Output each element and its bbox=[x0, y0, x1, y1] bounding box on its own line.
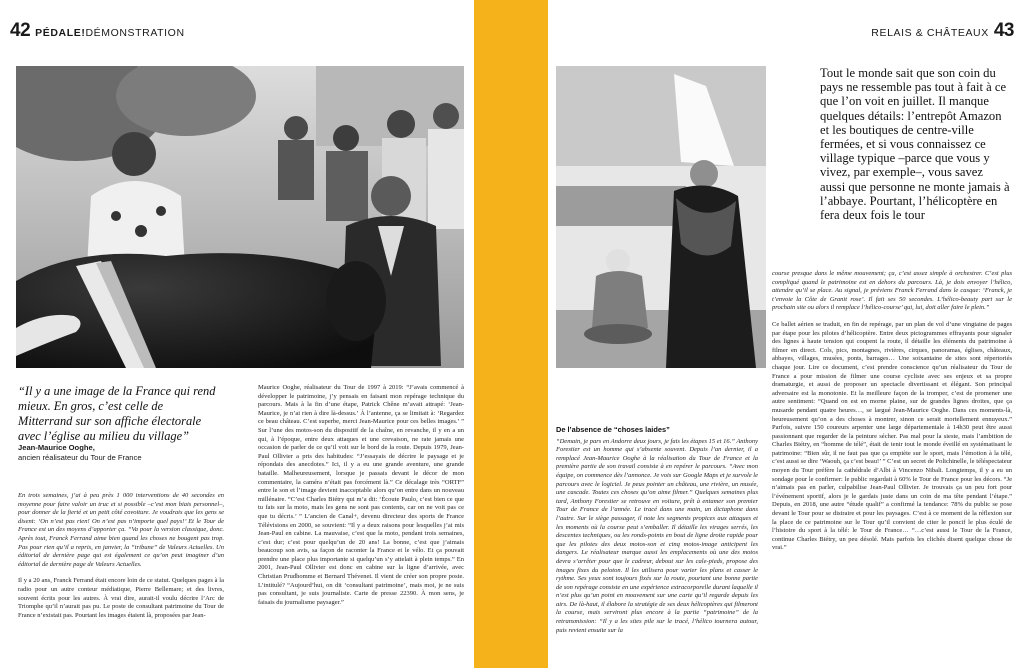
left-body-column-1 bbox=[18, 492, 224, 664]
right-folio bbox=[871, 20, 1014, 42]
quote-author-name: Jean-Maurice Ooghe, bbox=[18, 443, 95, 452]
body-paragraph: Maurice Ooghe, réalisateur du Tour de 1997 à 2019: “J’avais commencé à développer le patrimoine, j’y pensais en faisant mon repérage technique du parcours. Mais à la fin d’une étape, Patrick Chêne m’avait attrapé: ‘Jean-Maurice, je n’ai rien à dire là-dessus.’ À l’antenne, ça se limitait à: ‘Regardez ce beau château. C’est superbe, merci Jean-Maurice pour ces belles images.’ ” Sur l’une des motos-son du dispositif de la chaîne, en revanche, il y en a un qui, à l’époque, entre deux attaques et une crevaison, ne rate jamais une occasion de parler de ce qu’il voit sur le bord de la route. Depuis 1979, Jean-Paul Ollivier a pris des habitudes: “J’essayais de décrire le paysage et je répondais des anecdotes.” Ici, il y a eu une grande aventure, une grande bataille. Malheureusement, lorsque je passais devant le décor de mon commentaire, la caméra n’était pas forcément là.” Ce décalage très “ORTF” entre le son et l’image devient inacceptable alors qu’on entre dans un nouveau millénaire. “C’est Charles Biétry qui m’a dit: ‘Écoute Paulo, c’est bien ce que tu fais sur la moto, mais les gens ne sont pas contents, car on ne voit pas ce que tu décris.’ ” L’ancien de Canal+, devenu directeur des sports de France Télévisions en 2000, se souvient: “Il y a deux raisons pour lesquelles j’ai mis Jean-Paul en cabine. La mauvaise, c’est que la moto, pendant trois semaines, c’est dur; c’est pour quelqu’un de 20 ans! La bonne, c’est que j’aimais beaucoup son avis, sa façon de raconter la France et le vélo. Et ça pouvait prendre une place plus importante si quelqu’un s’y attelait à plein temps.” En 2001, Jean-Paul Ollivier est donc en cabine sur la ligne d’arrivée, avec Christian Prudhomme et Bernard Thévenet. Il vient de créer son propre poste. L’intitulé? “Aujourd’hui, on dit ‘consultant patrimoine’, mais moi, je ne suis pas consultant, je suis journaliste. Carte de presse 22390. À mon sens, je faisais du journalisme paysager.” bbox=[258, 384, 464, 606]
body-paragraph: Ce ballet aérien se traduit, en fin de repérage, par un plan de vol d’une vingtaine de pages par étape pour les pilotes d’hélicoptère. Entre deux pictogrammes effrayants pour signaler des lignes à haute tension qui coupent la route, il détaille les éléments du patrimoine à filmer en direct. Cols, pics, montagnes, rivières, cirques, panoramas, églises, châteaux, abbayes, villages, musées, ponts, barrages… Une soixantaine de sites sont répertoriés chaque jour. Lire ce document, c’est prendre conscience qu’un réalisateur du Tour de France a pour mission de filmer une course cycliste avec ses enjeux et sa propre dramaturgie, et aussi de proposer un spectacle divertissant et élégant. Son principal adversaire est la monotonie. Et la meilleure façon de la tromper, c’est de promener une autre sentiment: “Quand on est en morne plaine, sur de grandes lignes droites, que ça musarde pendant quatre heures…, se largué Jean-Maurice Ooghe. Dans ces moments-là, heureusement qu’on a des choses à montrer, sinon ce serait mortellement ennuyeux.” Parfois, suivre 150 coureurs arpenter une large départementale à 14h30 peut être aussi passionnant que regarder de la peinture sécher. Pas mal pour la sieste, mais l’ambition de Charles Biétry, en “homme de télé”, était de tenir tout le monde éveillé en systématisant le patrimoine: “Bien sûr, il ne faut pas que ça empiète sur le sport, mais l’émotion à la télé, c’est aussi se dire ‘Waouh, ça c’est beau!’ ” C’est un secret de Polichinelle, le téléspectateur moyen du Tour préfère la cathédrale d’Albi à Vincenzo Nibali. Longtemps, il y a eu un sondage pour le confirmer: le public regardait à 60% le Tour de France pour les décors. “Je n’aimais pas en parler, culpabilise Jean-Paul Ollivier. Je trouvais ça un peu fort pour l’événement sportif, alors je le gardais juste dans un coin de ma tête pendant l’étape.” Depuis, en 2018, une autre “étude qualif” a confirmé la tendance: 78% du public se pose devant le Tour pour se distraire et pour les paysages. C’est à ce moment de la réflexion sur la place de ce patrimoine sur le Tour qu’il convient de citer le poncif le plus éculé de l’histoire du sport à la télé: le Tour de France… “…c’est aussi le Tour de la France, continue Charles Biétry, un peu désolé. Mais parfois les clichés disent quelque chose de vrai.” bbox=[772, 320, 1012, 552]
section-title-bold: PÉDALE! bbox=[35, 27, 86, 39]
body-paragraph: En trois semaines, j’ai à peu près 1 000 interventions de 40 secondes en moyenne pour faire valoir un truc et si possible –c’est mon biais personnel–, pour donner de la fierté et un petit côté covoiture. Je voudrais que les gens se disent: ‘On n’est pas rien! On n’est pas n’importe quel pays!’ Et le Tour de France est un des moyens d’apporter ça. “Va pour la version classique, donc. Après tout, Franck Ferrand aime bien quand les choses ne bougent pas trop. Pas pour rien qu’il a repris, en janvier, la “tribune” de Valeurs Actuelles. Un éditorial de dernière page qui est également ce qu’on peut imaginer d’un éditorial de dernière page de Valeurs Actuelles. bbox=[18, 492, 224, 568]
breton-woman-photo bbox=[556, 66, 766, 368]
center-gutter bbox=[474, 0, 548, 668]
pull-quote-attribution bbox=[18, 443, 218, 463]
section-title bbox=[35, 27, 185, 39]
pull-quote: “Il y a une image de la France qui rend mieux. En gros, c’est celle de Mitterrand sur son affiche électorale avec l’église au milieu du village” bbox=[18, 384, 216, 443]
intro-paragraph: Tout le monde sait que son coin du pays ne ressemble pas tout à fait à ce que l’on voit en juillet. Il manque quelques détails: l’entrepôt Amazon et les boutiques de centre-ville fermées, et si vous connaissez ce village typique –parce que vous y vivez, par exemple–, vous savez aussi que personne ne monte jamais à l’abbaye. Pourtant, l’hélicoptère en fera deux fois le tour bbox=[820, 66, 1010, 223]
cow-cyclist-photo bbox=[16, 66, 464, 368]
subheading: De l’absence de “choses laides” bbox=[556, 426, 670, 434]
left-folio bbox=[10, 20, 185, 42]
right-body-column-1 bbox=[556, 426, 758, 664]
right-page bbox=[548, 0, 1024, 668]
quote-author-title: ancien réalisateur du Tour de France bbox=[18, 453, 142, 462]
page-number: 42 bbox=[10, 20, 31, 41]
body-paragraph: Il y a 20 ans, Franck Ferrand était encore loin de ce statut. Quelques pages à la radio pour un autre conteur médiatique, Pierre Bellemare; et des livres, souvent écrits pour les autres. À vrai dire, aurait-il voulu décrire l’Arc de Triomphe qu’il n’aurait pas pu. Le poste de consultant patrimoine du Tour de France n’existait pas. Pourtant les images étaient là, proposées par Jean- bbox=[18, 577, 224, 619]
left-body-column-2 bbox=[258, 384, 464, 664]
breton-woman-photo-image bbox=[556, 66, 766, 368]
section-title: RELAIS & CHÂTEAUX bbox=[871, 27, 989, 39]
body-paragraph: “Demain, je pars en Andorre deux jours, je fais les étapes 15 et 16.” Anthony Forestier est un homme qui s’absente souvent. Depuis l’an dernier, il a remplacé Jean-Maurice Ooghe à la réalisation du Tour de France et la première partie de son travail consiste à en repérer le parcours. “Avec mon équipe, on commence dès l’annonce. Je vois sur Google Maps et je survole le parcours avec le logiciel. Je peux pointer un château, une rivière, un musée, une cascade. Toutes ces choses qu’on aime filmer.” Quelques semaines plus tard, Anthony Forestier se retrouve en voiture, prêt à entamer son premier Tour de France de l’année. Le tracé dans une main, un dictaphone dans l’autre. Sur le siège passager, il note les segments propices aux attaques et les moments où la course peut s’emballer. Il détaille les virages serrés, les descentes techniques, ou les ronds-points en bout de ligne droite rapide pour que les pilotes des deux motos-son et cinq motos-image anticipent les dangers. Le réalisateur marque aussi les emplacements où une des motos devra s’arrêter pour que le cadreur, debout sur les cale-pieds, propose des images fixes du peloton. Il les utilisera pour varier les plans et casser le rythme. Ses yeux sont toujours fixés sur la route, pourtant une bonne partie de son repérage consiste en une expérience extracorporelle durant laquelle il n’est plus qu’un point en mouvement sur une carte qu’il regarde depuis les airs. De là-haut, il élabore la stratégie de ses deux hélicoptères qui filmeront la course, mais serviront plus encore à la partie “patrimoine” de la retransmission: “Il y a les sites pile sur le tracé, l’hélico tournera autour, puis revient ensuite sur la bbox=[556, 437, 758, 634]
right-body-column-2 bbox=[772, 270, 1012, 664]
section-title-rest: DÉMONSTRATION bbox=[85, 27, 185, 39]
page-number: 43 bbox=[993, 20, 1014, 41]
cow-cyclist-photo-image bbox=[16, 66, 464, 368]
body-paragraph: course presque dans le même mouvement; ça, c’est assez simple à orchestrer. C’est plus compliqué quand le patrimoine est en dehors du parcours. Là, je dois envoyer l’hélico, attendre qu’il se place. Au signal, je préviens Franck Ferrand dans le casque: ‘Franck, je t’envoie la Côte de Granit rose’. Il fait ses 50 secondes. L’hélico-beauty part sur le prochain site ou alors il remplace l’hélico-course’ qui, lui, doit aller faire le plein.” bbox=[772, 270, 1012, 312]
left-page bbox=[0, 0, 474, 668]
